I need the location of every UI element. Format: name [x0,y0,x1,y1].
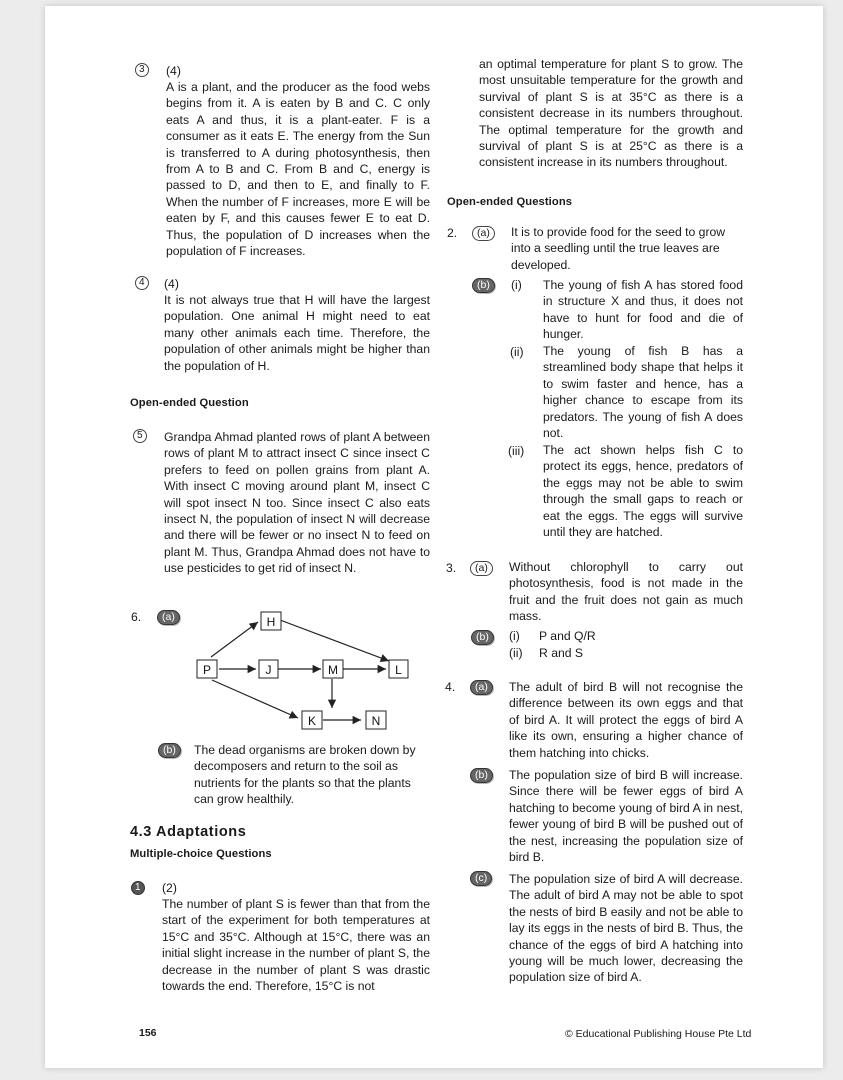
organism-j-label: J [265,663,272,677]
answer-explanation: The young of fish B has a streamlined body shape that helps it to swim faster and hence, has a higher chance to escape from its predators. The young of fish A does not. [543,344,743,441]
answer-label: (4) [164,277,179,291]
page-number: 156 [139,1027,157,1039]
organism-n-label: N [371,714,381,728]
organism-h-label: H [266,615,276,629]
answer-explanation: Grandpa Ahmad planted rows of plant A between rows of plant M to attract insect C since insect C prefers to feed on pollen grains from plant A. With insect C moving around plant M, insect C will spot insect N too. Since insect C also eats insect N, the population of insect N will decrease and there will be fewer or no insect N to feed on plant M. Thus, Grandpa Ahmad does not have to use pesticides to get rid of insect N. [164,430,430,576]
section-heading: Multiple-choice Questions [130,848,272,860]
document-page [45,6,823,1068]
section-title: 4.3 Adaptations [130,824,247,840]
food-web-diagram [190,602,415,732]
part-c-tag: (c) [470,871,492,886]
answer-explanation: A is a plant, and the producer as the food webs begins from it. A is eaten by B and C. C only eats A and thus, it is a plant-eater. F is a consumer as it eats E. The energy from the Sun is transferred to A during photosynthesis, then from A to B and C. From B and C, energy is passed to D, and then to E, and finally to F. When the number of F increases, more E will be eaten by F, and this causes fewer E to eat D. Thus, the population of D increases when the population of F increases. [166,80,430,259]
question-number-badge: 5 [133,429,147,443]
answer-explanation: The population size of bird B will increase. Since there will be fewer eggs of bird A hatching to become young of bird A in nest, fewer young of bird B will be pushed out of the nest, increasing the population size of bird B. [509,768,743,865]
answer-explanation: P and Q/R [539,629,596,643]
sub-part-label: (ii) [510,345,524,359]
part-b-tag: (b) [472,278,495,293]
answer-explanation: The act shown helps fish C to protect its eggs, hence, predators of the eggs may not be able to swim through the small gaps to reach or eat the eggs. The eggs will survive until they are hatched. [543,443,743,540]
answer-label: (2) [162,881,177,895]
answer-explanation: Without chlorophyll to carry out photosynthesis, food is not made in the fruit and the fruit does not gain as much mass. [509,560,743,624]
question-number: 3. [446,561,457,575]
part-a-tag: (a) [157,610,180,625]
question-number: 2. [447,226,458,240]
sub-part-label: (iii) [508,444,525,458]
organism-m-label: M [328,663,338,677]
sub-part-label: (i) [511,278,522,292]
part-b-tag: (b) [471,630,494,645]
arrow-p-k [212,680,298,718]
part-a-tag: (a) [472,226,495,241]
section-heading: Open-ended Question [130,397,249,409]
answer-explanation: The adult of bird B will not recognise the difference between its own eggs and that of bird A. It will protect the eggs of bird A like its own, ensuring a higher chance of them hatching into chicks. [509,680,743,760]
question-number: 6. [131,610,142,624]
answer-explanation: The population size of bird A will decrease. The adult of bird A may not be able to spot the nests of bird B easily and not be able to lay its eggs in the nests of bird B. Thus, the chance of the eggs of bird A hatching into young will be much lower, decreasing the population size of bird A. [509,872,743,985]
answer-explanation: R and S [539,646,584,660]
organism-p-label: P [202,663,212,677]
answer-explanation: The number of plant S is fewer than that from the start of the experiment for both temperatures at 15°C and 35°C. Although at 15°C, there was an initial slight increase in the number of plant S, the decrease in the number of plant S was drastic towards the end. Therefore, 15°C is not [162,897,430,994]
part-b-tag: (b) [158,743,181,758]
sub-part-label: (ii) [509,646,523,660]
answer-explanation: The young of fish A has stored food in structure X and thus, it does not have to hunt for food and die of hunger. [543,278,743,342]
answer-explanation: The dead organisms are broken down by decomposers and return to the soil as nutrients for the plants so that the plants can grow healthily. [194,743,416,807]
arrow-p-h [211,622,258,657]
sub-part-label: (i) [509,629,520,643]
arrow-h-l [280,620,389,661]
answer-explanation: an optimal temperature for plant S to grow. The most unsuitable temperature for the growth and survival of plant S is at 35°C as there is a consistent decrease in its numbers throughout. The optimal temperature for the growth and survival of plant S is at 25°C as there is a consistent increase in its numbers throughout. [479,57,743,170]
publisher-credit: © Educational Publishing House Pte Ltd [565,1028,752,1040]
part-a-tag: (a) [470,680,493,695]
organism-k-label: K [307,714,317,728]
part-b-tag: (b) [470,768,493,783]
answer-explanation: It is to provide food for the seed to grow into a seedling until the true leaves are developed. [511,225,726,272]
part-a-tag: (a) [470,561,493,576]
section-heading: Open-ended Questions [447,196,573,208]
question-number-badge: 1 [131,881,145,895]
question-number: 4. [445,680,456,694]
organism-l-label: L [395,663,402,677]
answer-explanation: It is not always true that H will have the largest population. One animal H might need to eat many other animals each time. Therefore, the population of other animals might be higher than the population of H. [164,293,430,373]
question-number-badge: 4 [135,276,149,290]
question-number-badge: 3 [135,63,149,77]
answer-label: (4) [166,64,181,78]
